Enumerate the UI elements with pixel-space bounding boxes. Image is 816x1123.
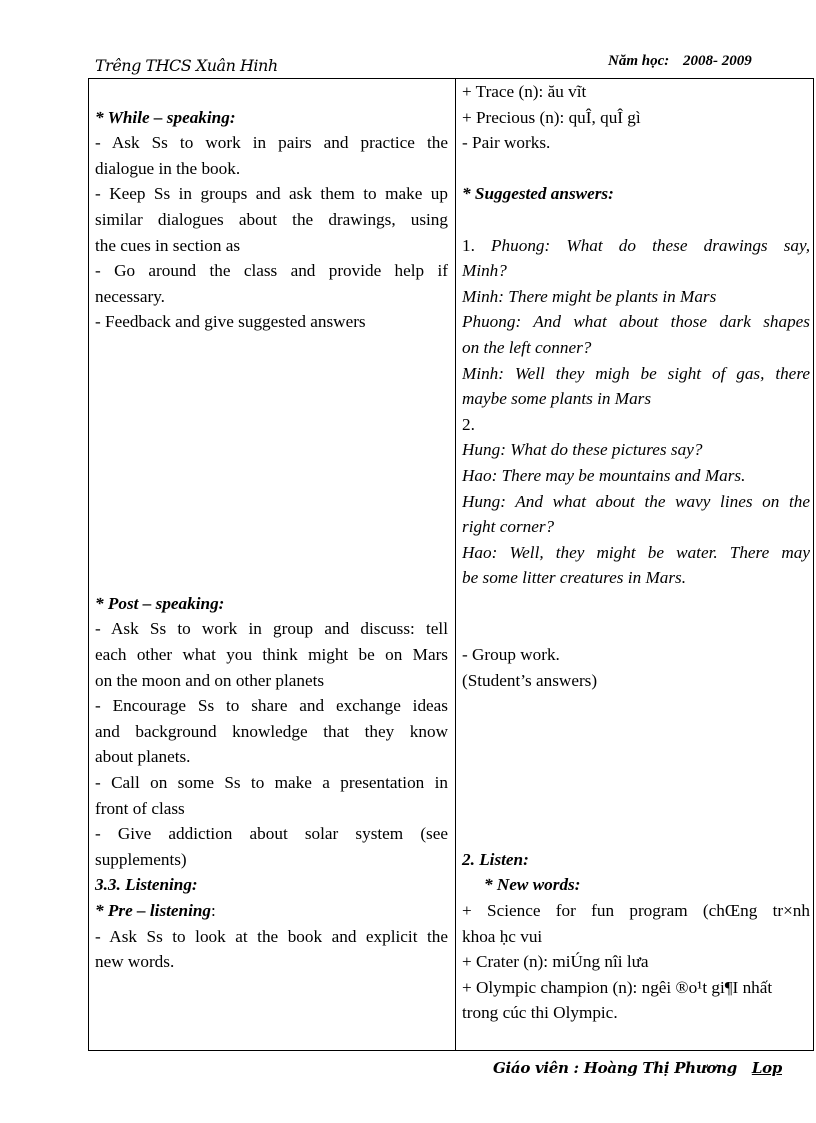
teacher-name: Giáo viên : Hoàng Thị Phương: [493, 1059, 737, 1077]
dialogue-number: 2.: [462, 414, 475, 434]
left-text-line: dialogue in the book.: [95, 158, 241, 178]
pre-listening-colon: :: [211, 901, 216, 920]
dialogue-line: Phuong: And what about those dark shapes: [462, 312, 810, 332]
while-speaking-heading: * While – speaking:: [95, 107, 236, 127]
post-speaking-heading: * Post – speaking:: [95, 593, 225, 613]
right-text-line: + Olympic champion (n): ngêi ®o¹t gi¶I nhất: [462, 977, 773, 997]
left-text-line: supplements): [95, 849, 187, 869]
right-text-line: + Precious (n): quÎ, quÎ gì: [462, 107, 641, 127]
pre-listening-label: * Pre – listening: [95, 901, 212, 920]
dialogue-line: Hung: And what about the wavy lines on the: [462, 491, 810, 511]
right-text-line: (Student’s answers): [462, 670, 598, 690]
dialogue-number: 1.: [462, 235, 475, 255]
listening-heading: 3.3. Listening:: [95, 875, 198, 895]
left-text-line: - Keep Ss in groups and ask them to make up: [95, 184, 448, 204]
left-text-line: - Ask Ss to work in pairs and practice the: [95, 133, 448, 153]
right-text-line: + Crater (n): miÚng nîi lưa: [462, 952, 649, 972]
left-text-line: - Ask Ss to work in group and discuss: tell: [95, 619, 448, 639]
left-text-line: the cues in section as: [95, 235, 241, 255]
school-year-label: Năm học:: [608, 53, 670, 69]
left-text-line: - Feedback and give suggested answers: [95, 312, 366, 332]
pre-listening-heading: [95, 898, 448, 924]
listen-heading: 2. Listen:: [462, 849, 529, 869]
footer: [493, 1059, 782, 1077]
school-year: [608, 53, 752, 70]
lesson-table: [88, 78, 814, 1051]
new-words-heading: * New words:: [484, 875, 581, 895]
left-text-line: about planets.: [95, 747, 191, 767]
dialogue-line: right corner?: [462, 517, 555, 537]
dialogue-line: Minh: There might be plants in Mars: [462, 286, 717, 306]
left-text-line: - Call on some Ss to make a presentation in: [95, 773, 448, 793]
left-text-line: each other what you think might be on Mars: [95, 645, 448, 665]
right-text-line: + Trace (n): ău vĩt: [462, 82, 587, 101]
left-text-line: - Ask Ss to look at the book and explicit the: [95, 926, 448, 946]
right-text-line: + Science for fun program (chŒng tr×nh: [462, 901, 810, 920]
dialogue-line: Hung: What do these pictures say?: [462, 440, 703, 460]
school-name: Trêng THCS Xuân Hinh: [95, 56, 278, 75]
student-activities-column: [462, 79, 810, 1026]
left-text-line: necessary.: [95, 286, 165, 306]
dialogue-line: Minh?: [462, 261, 507, 281]
left-text-line: - Go around the class and provide help if: [95, 261, 448, 281]
left-text-line: and background knowledge that they know: [95, 721, 448, 741]
dialogue-line: maybe some plants in Mars: [462, 389, 652, 409]
left-text-line: new words.: [95, 952, 175, 972]
left-text-line: - Encourage Ss to share and exchange ideas: [95, 696, 448, 716]
dialogue-line: [462, 233, 810, 259]
dialogue-line: Hao: There may be mountains and Mars.: [462, 465, 746, 485]
left-text-line: on the moon and on other planets: [95, 670, 325, 690]
column-divider: [455, 79, 456, 1050]
right-text-line: - Group work.: [462, 645, 560, 665]
suggested-answers-heading: * Suggested answers:: [462, 184, 614, 204]
page-number: Lop: [751, 1059, 782, 1077]
dialogue-text: Phuong: What do these drawings say,: [491, 235, 810, 255]
dialogue-line: be some litter creatures in Mars.: [462, 568, 687, 588]
dialogue-line: Hao: Well, they might be water. There may: [462, 542, 810, 562]
teacher-activities-column: [95, 79, 448, 975]
dialogue-line: Minh: Well they migh be sight of gas, there: [462, 363, 810, 383]
dialogue-line: on the left conner?: [462, 337, 592, 357]
left-text-line: similar dialogues about the drawings, using: [95, 209, 448, 229]
left-text-line: - Give addiction about solar system (see: [95, 824, 448, 844]
left-text-line: front of class: [95, 798, 185, 818]
right-text-line: - Pair works.: [462, 133, 551, 153]
right-text-line: khoa ḥc vui: [462, 926, 543, 946]
right-text-line: trong cúc thi Olympic.: [462, 1003, 618, 1023]
school-year-value: 2008- 2009: [683, 53, 752, 69]
